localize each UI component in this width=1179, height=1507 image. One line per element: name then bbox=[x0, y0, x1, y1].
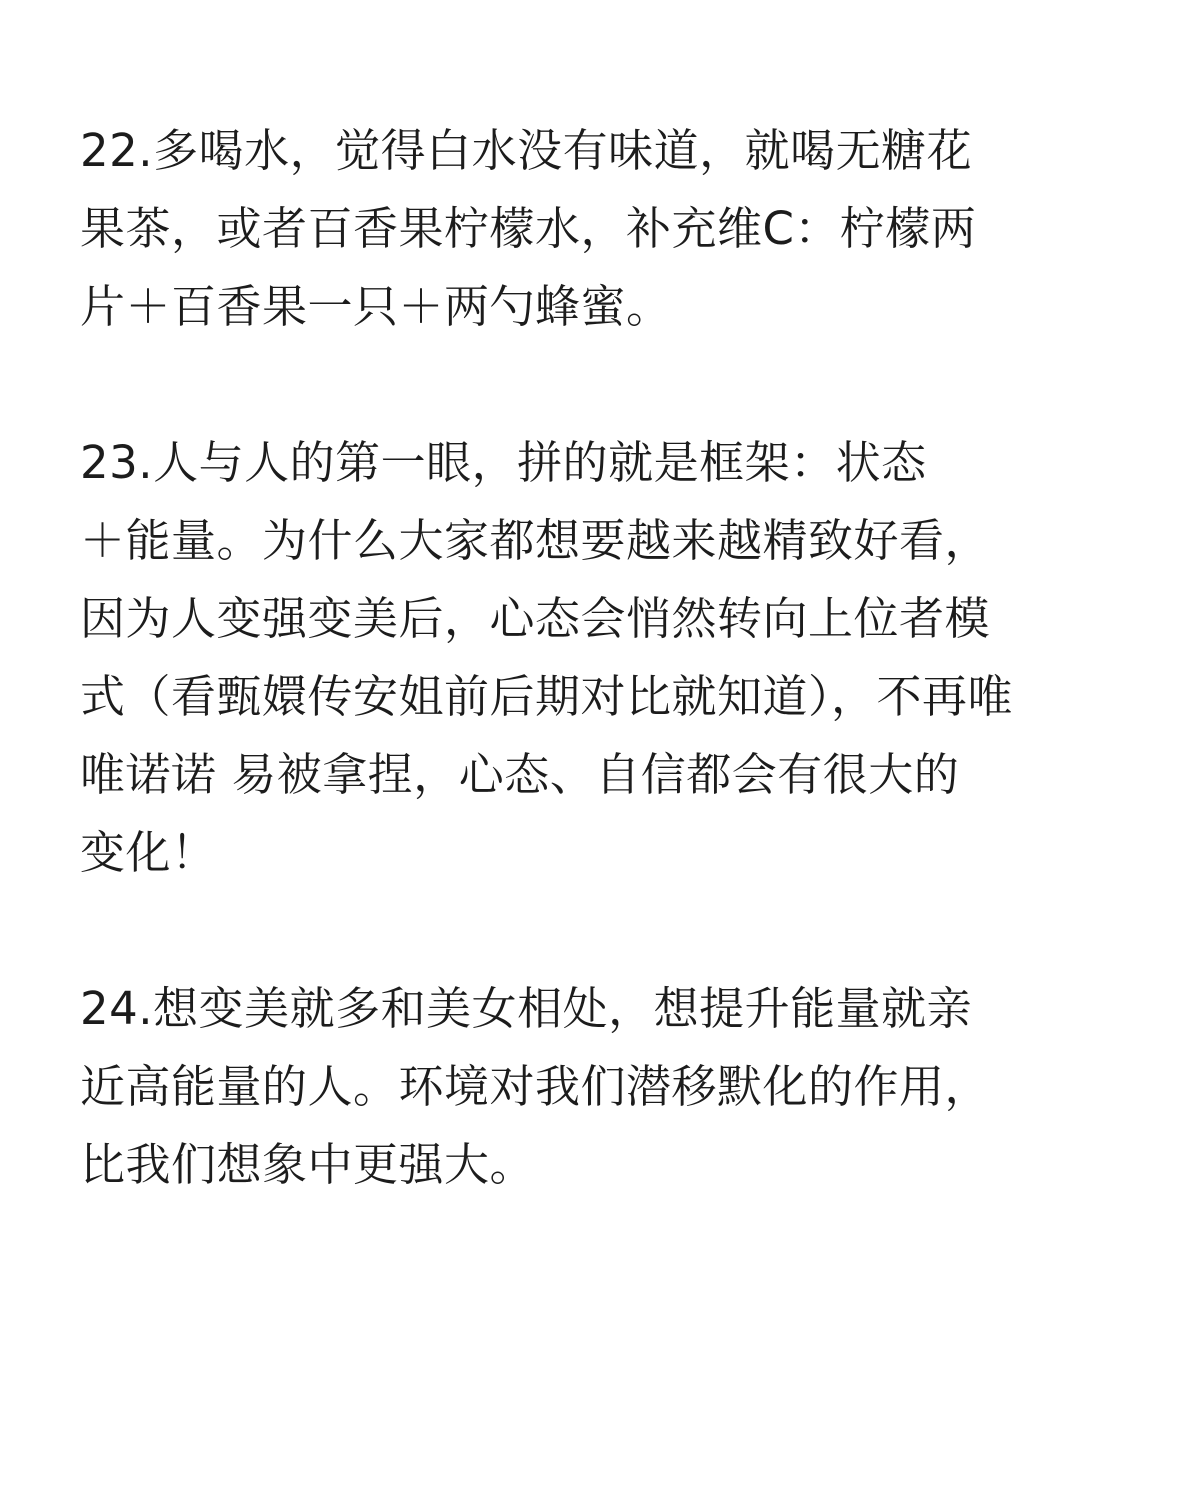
tip-24 bbox=[80, 970, 1115, 1204]
tip-line: 近高能量的人。环境对我们潜移默化的作用， bbox=[80, 1060, 991, 1113]
tip-line: ＋能量。为什么大家都想要越来越精致好看， bbox=[80, 514, 991, 567]
tip-line: 比我们想象中更强大。 bbox=[80, 1138, 536, 1191]
tip-23 bbox=[80, 424, 1115, 892]
tip-line: 果茶，或者百香果柠檬水，补充维C：柠檬两 bbox=[80, 202, 977, 255]
tip-line: 23.人与人的第一眼，拼的就是框架：状态 bbox=[80, 436, 927, 489]
tip-22 bbox=[80, 112, 1115, 346]
tip-line: 24.想变美就多和美女相处，想提升能量就亲 bbox=[80, 982, 973, 1035]
tip-line: 因为人变强变美后，心态会悄然转向上位者模 bbox=[80, 592, 991, 645]
tip-line: 式（看甄嬛传安姐前后期对比就知道），不再唯 bbox=[80, 670, 1014, 723]
tip-line: 变化！ bbox=[80, 826, 217, 879]
tip-line: 唯诺诺 易被拿捏，心态、自信都会有很大的 bbox=[80, 748, 960, 801]
tips-article bbox=[80, 112, 1115, 1282]
tip-line: 22.多喝水，觉得白水没有味道，就喝无糖花 bbox=[80, 124, 973, 177]
tip-line: 片＋百香果一只＋两勺蜂蜜。 bbox=[80, 280, 672, 333]
